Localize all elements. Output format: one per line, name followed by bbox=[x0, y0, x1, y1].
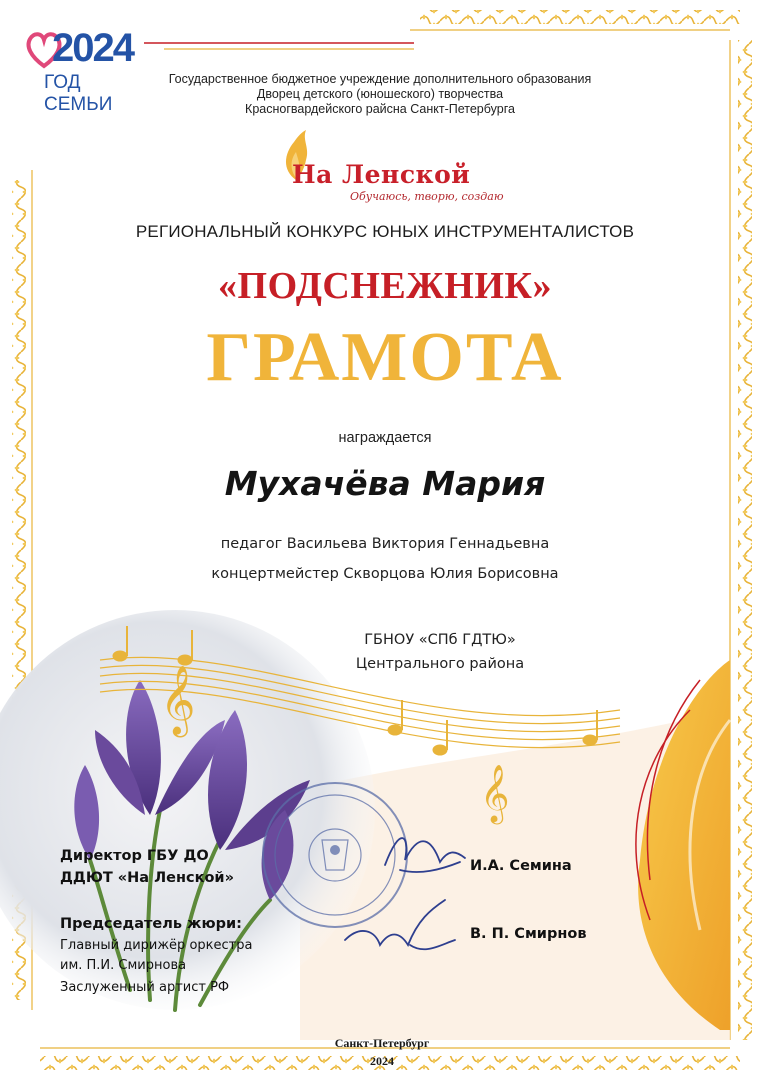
school-line-2: Центрального района bbox=[355, 656, 525, 672]
jury-chair-name: В. П. Смирнов bbox=[470, 926, 587, 942]
jury-chair-line-2: Главный дирижёр оркестра bbox=[60, 938, 253, 953]
organization-block bbox=[140, 72, 620, 117]
contest-name: «ПОДСНЕЖНИК» bbox=[218, 265, 552, 307]
teacher-line: педагог Васильева Виктория Геннадьевна bbox=[220, 536, 550, 552]
accompanist-line: концертмейстер Скворцова Юлия Борисовна bbox=[211, 566, 559, 582]
recipient-name: Мухачёва Мария bbox=[224, 464, 546, 503]
school-line-1: ГБНОУ «СПб ГДТЮ» bbox=[364, 632, 516, 648]
brand-logo bbox=[276, 130, 504, 210]
jury-chair-title: Председатель жюри: bbox=[60, 916, 242, 932]
org-line-3: Красногвардейского райсна Санкт-Петербурга bbox=[245, 102, 515, 116]
footer-year: 2024 bbox=[370, 1054, 394, 1068]
header-decor-lines bbox=[144, 40, 414, 52]
logo-year-caption: ГОД СЕМЬИ bbox=[44, 72, 113, 115]
awarded-label: награждается bbox=[338, 430, 432, 446]
logo-year-number: 2024 bbox=[52, 26, 133, 70]
year-of-family-logo bbox=[26, 24, 146, 115]
jury-chair-line-3: им. П.И. Смирнова bbox=[60, 958, 187, 973]
org-line-1: Государственное бюджетное учреждение дополнительного образования bbox=[168, 72, 592, 86]
brand-tagline: Обучаюсь, творю, создаю bbox=[350, 190, 504, 203]
brand-name: На Ленской bbox=[292, 160, 471, 189]
org-line-2: Дворец детского (юношеского) творчества bbox=[256, 87, 504, 101]
svg-text:𝄞: 𝄞 bbox=[160, 665, 196, 735]
decorative-artwork bbox=[0, 600, 764, 1080]
contest-title: РЕГИОНАЛЬНЫЙ КОНКУРС ЮНЫХ ИНСТРУМЕНТАЛИСТОВ bbox=[135, 222, 635, 241]
footer-city: Санкт-Петербург bbox=[334, 1036, 430, 1050]
certificate-heading: ГРАМОТА bbox=[206, 319, 564, 396]
jury-chair-line-4: Заслуженный артист РФ bbox=[60, 980, 230, 995]
director-name: И.А. Семина bbox=[470, 858, 572, 874]
director-title-line-1: Директор ГБУ ДО bbox=[60, 848, 209, 864]
director-title-line-2: ДДЮТ «На Ленской» bbox=[60, 870, 234, 886]
svg-text:𝄞: 𝄞 bbox=[480, 764, 510, 822]
